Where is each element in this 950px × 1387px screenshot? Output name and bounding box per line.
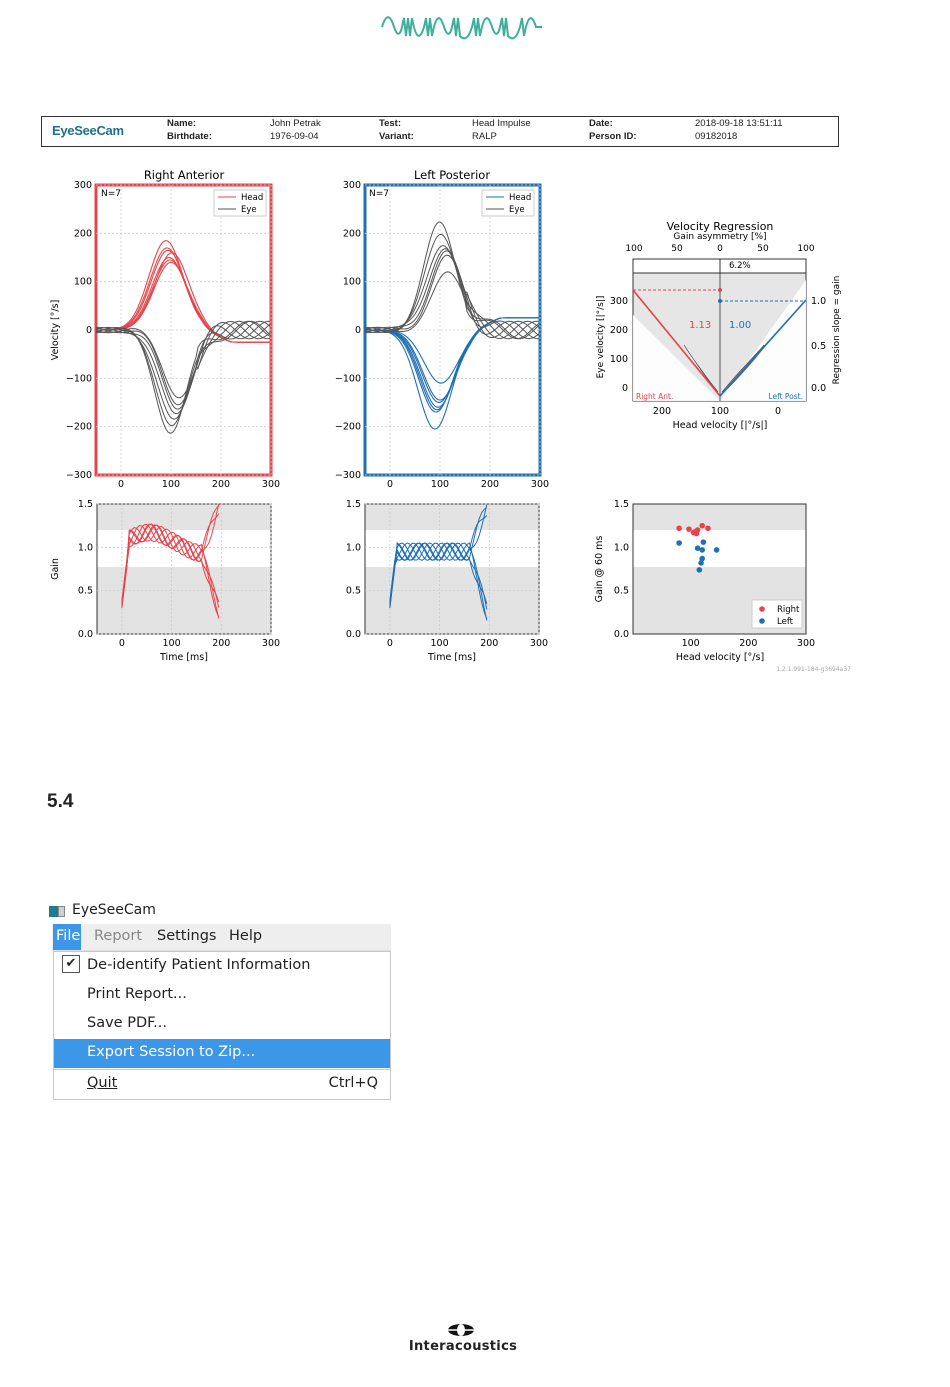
top-tick: 50: [757, 244, 769, 254]
x-tick-label: 100: [161, 479, 181, 490]
chart-title: Velocity Regression: [666, 220, 774, 233]
legend: [482, 190, 534, 216]
right-ant-label: Right Ant.: [636, 392, 674, 401]
y-tick-label: 0: [354, 325, 361, 336]
y-tick-label: −100: [334, 373, 361, 385]
variant-label: Variant:: [379, 131, 414, 142]
scatter-point: [694, 531, 700, 537]
y-axis-label: Velocity [°/s]: [50, 299, 61, 361]
menu-item-export-zip[interactable]: [54, 1039, 390, 1068]
gain-left: 1.00: [729, 320, 752, 331]
scatter-point: [698, 560, 704, 566]
chart-right-anterior: [50, 168, 280, 490]
eyeseecam-logo: EyeSeeCam: [52, 123, 124, 138]
menu-settings[interactable]: Settings: [157, 928, 217, 944]
top-tick: 100: [625, 244, 643, 254]
left-post-label: Left Post.: [768, 392, 803, 401]
birthdate-label: Birthdate:: [167, 131, 212, 142]
y-tick-label: 0: [85, 325, 92, 336]
date-value: 2018-09-18 13:51:11: [695, 118, 783, 129]
scatter-point: [676, 540, 682, 546]
checkmark-icon: ✔: [62, 955, 80, 973]
x-tick-label: 0: [118, 638, 125, 649]
person-id-label: Person ID:: [589, 131, 637, 142]
x-tick-label: 100: [430, 638, 449, 649]
menu-item-quit[interactable]: [54, 1070, 390, 1099]
y2-ticks: [811, 296, 826, 394]
x-tick-label: 200: [212, 638, 231, 649]
chart-gain-scatter: [594, 499, 851, 673]
x-tick-label: 200: [211, 479, 231, 490]
y2-axis-label: Regression slope = gain: [832, 275, 842, 385]
y-tick-label: 200: [73, 228, 92, 240]
y-tick-label: 1.5: [345, 499, 361, 510]
date-label: Date:: [589, 118, 613, 129]
y-tick-label: −200: [334, 421, 361, 433]
y2-tick: 0.0: [811, 383, 827, 394]
x-axis-label: Time [ms]: [428, 652, 476, 663]
top-tick: 0: [717, 244, 723, 254]
y-tick-label: 0.0: [77, 629, 93, 640]
menu-file[interactable]: File: [53, 924, 81, 950]
y-tick-label: 1.5: [77, 499, 93, 510]
top-tick: 50: [671, 244, 683, 254]
n-annotation: N=7: [101, 189, 121, 199]
y-tick-label: 1.0: [77, 542, 93, 554]
person-id-value: 09182018: [695, 131, 738, 142]
scatter-point: [705, 525, 711, 531]
x-tick-label: 200: [480, 638, 499, 649]
chart-subtitle: Gain asymmetry [%]: [673, 232, 767, 242]
y-tick-label: 1.0: [345, 542, 361, 554]
y-ticks: [610, 296, 628, 394]
section-number: 5.4: [47, 791, 74, 812]
test-value: Head Impulse: [472, 118, 531, 129]
y-tick-label: −300: [334, 470, 361, 481]
chart-gain-left: [346, 499, 548, 663]
brand-name: Interacoustics: [408, 1339, 518, 1354]
x-tick-label: 0: [386, 479, 394, 490]
app-window: [46, 898, 392, 1100]
top-tick: 100: [797, 244, 815, 254]
menu-item-label: Export Session to Zip...: [87, 1044, 256, 1060]
menu-item-print-report[interactable]: [54, 981, 390, 1010]
y-tick-label: 1.0: [613, 542, 629, 554]
legend-eye: Eye: [241, 205, 257, 215]
y-tick-label: 200: [342, 228, 361, 240]
test-label: Test:: [379, 118, 401, 129]
x-axis-label: Head velocity [|°/s|]: [672, 420, 768, 431]
x-axis-label: Time [ms]: [160, 652, 208, 663]
y-tick-label: 300: [342, 180, 361, 191]
y-axis-label: Eye velocity [|°/s|]: [596, 295, 606, 379]
menu-item-deidentify[interactable]: [54, 952, 390, 981]
scatter-point: [714, 547, 720, 553]
scatter-point: [697, 567, 703, 573]
y-tick-label: 100: [73, 276, 92, 288]
y-tick-label: 0.5: [613, 585, 629, 597]
file-dropdown-menu: [53, 951, 391, 1100]
y2-tick: 0.5: [811, 341, 827, 352]
chart-left-posterior: [335, 168, 549, 490]
legend-right: Right: [777, 605, 800, 615]
version-text: 1.2.1.991-184-g3694a37: [776, 666, 851, 673]
patient-header: [41, 116, 839, 147]
x-tick: 200: [652, 406, 672, 417]
menu-item-label: Print Report...: [87, 986, 187, 1002]
chart-gain-right: [50, 499, 280, 663]
gain-right: 1.13: [689, 320, 712, 331]
x-tick: 100: [710, 406, 730, 417]
x-axis-label: Head velocity [°/s]: [675, 652, 765, 663]
y-tick-label: −100: [65, 373, 92, 385]
y-tick-label: −200: [65, 421, 92, 433]
menu-report[interactable]: Report: [94, 928, 143, 944]
legend-head: Head: [241, 193, 264, 203]
x-tick-label: 0: [117, 479, 125, 490]
scatter-point: [676, 525, 682, 531]
top-axis-ticks: [625, 244, 814, 254]
y-tick: 0: [621, 383, 628, 394]
y-tick: 200: [609, 325, 628, 336]
x-tick-label: 100: [681, 638, 700, 649]
y-tick: 100: [609, 354, 628, 365]
x-tick-label: 300: [261, 638, 281, 649]
y-tick-label: 0.0: [345, 629, 361, 640]
x-tick-label: 300: [796, 638, 816, 649]
y-tick-label: 0.5: [345, 585, 361, 597]
menu-item-save-pdf[interactable]: [54, 1010, 390, 1039]
x-tick-label: 200: [480, 479, 500, 490]
y-tick-label: 1.5: [613, 499, 629, 510]
y-axis-label: Gain: [50, 558, 61, 580]
app-title: EyeSeeCam: [72, 902, 156, 918]
scatter-point: [701, 539, 707, 545]
legend-head: Head: [509, 193, 532, 203]
x-tick-label: 100: [430, 479, 450, 490]
legend-eye: Eye: [509, 205, 525, 215]
name-label: Name:: [167, 118, 197, 129]
menu-help[interactable]: Help: [229, 928, 263, 944]
scatter-point: [686, 526, 692, 532]
app-icon: [49, 904, 65, 917]
x-tick: 0: [774, 406, 782, 417]
chart-title: Right Anterior: [143, 168, 225, 182]
title-bar: [46, 898, 392, 924]
variant-value: RALP: [472, 131, 497, 142]
n-annotation: N=7: [369, 189, 389, 199]
chart-velocity-regression: [596, 220, 842, 431]
waveform-logo-icon: [380, 10, 545, 44]
legend: [752, 600, 802, 628]
x-tick-label: 200: [739, 638, 758, 649]
y-tick-label: 300: [73, 180, 92, 191]
legend: [214, 190, 266, 216]
menu-bar: [52, 924, 391, 951]
y-axis-label: Gain @ 60 ms: [594, 535, 605, 603]
x-tick-label: 300: [529, 638, 549, 649]
x-tick-label: 0: [386, 638, 393, 649]
shortcut-label: Ctrl+Q: [328, 1075, 378, 1091]
report-charts: [0, 160, 950, 680]
menu-item-label: Quit: [87, 1075, 118, 1091]
y-tick-label: 0.5: [77, 585, 93, 597]
menu-item-label: Save PDF...: [87, 1015, 167, 1031]
y-tick: 300: [609, 296, 628, 307]
x-tick-label: 300: [530, 479, 550, 490]
scatter-point: [699, 547, 705, 553]
menu-item-label: De-identify Patient Information: [87, 957, 311, 973]
y-tick-label: 0.0: [613, 629, 629, 640]
x-ticks: [653, 406, 781, 417]
interacoustics-logo-icon: [398, 1322, 528, 1338]
y2-tick: 1.0: [811, 296, 827, 307]
y-tick-label: −300: [65, 470, 92, 481]
x-tick-label: 300: [261, 479, 281, 490]
chart-title: Left Posterior: [413, 168, 491, 182]
footer-brand: [398, 1322, 528, 1362]
asymmetry-value: 6.2%: [729, 261, 751, 271]
name-value: John Petrak: [270, 118, 321, 129]
legend-left: Left: [777, 617, 793, 627]
scatter-point: [699, 523, 705, 529]
x-tick-label: 100: [162, 638, 181, 649]
y-tick-label: 100: [342, 276, 361, 288]
birthdate-value: 1976-09-04: [270, 131, 319, 142]
